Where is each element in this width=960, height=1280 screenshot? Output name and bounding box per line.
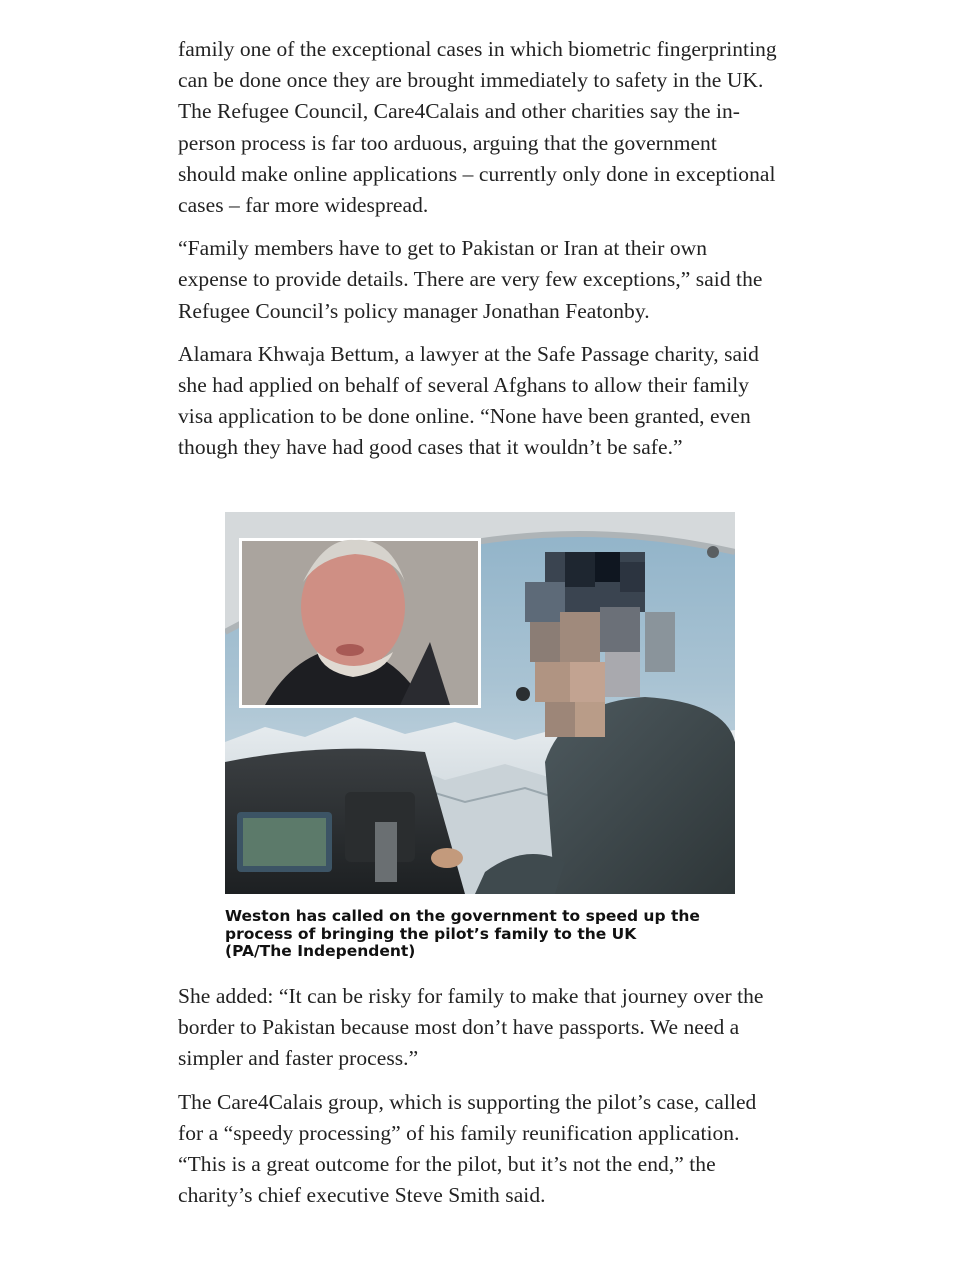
article-paragraph: family one of the exceptional cases in which biometric fingerprinting can be done once they are brought immediately to safety in the UK. The Refugee Council, Care4Calais and other charities say the in-person process is far too arduous, arguing that the government should make online applications – currently only done in exceptional cases – far more widespread. <box>178 37 777 218</box>
article-body-top <box>178 34 778 476</box>
article-paragraph: “Family members have to get to Pakistan or Iran at their own expense to provide details. There are very few exceptions,” said the Refugee Council’s policy manager Jonathan Featonby. <box>178 236 763 323</box>
article-paragraph: Alamara Khwaja Bettum, a lawyer at the Safe Passage charity, said she had applied on behalf of several Afghans to allow their family visa application to be done online. “None have been granted, even though they have had good cases that it wouldn’t be safe.” <box>178 341 759 460</box>
article-paragraph: She added: “It can be risky for family to make that journey over the border to Pakistan because most don’t have passports. We need a simpler and faster process.” <box>178 984 764 1071</box>
cockpit-scene-image <box>225 512 735 894</box>
article-body-bottom <box>178 981 778 1223</box>
figure-caption: Weston has called on the government to speed up the process of bringing the pilot’s family to the UK (PA/The Independent) <box>225 907 700 960</box>
pilot-cockpit-photo <box>225 512 735 894</box>
article-figure <box>225 512 735 961</box>
article-paragraph: The Care4Calais group, which is supporting the pilot’s case, called for a “speedy processing” of his family reunification application. “This is a great outcome for the pilot, but it’s not the end,” the charity’s chief executive Steve Smith said. <box>178 1089 757 1208</box>
